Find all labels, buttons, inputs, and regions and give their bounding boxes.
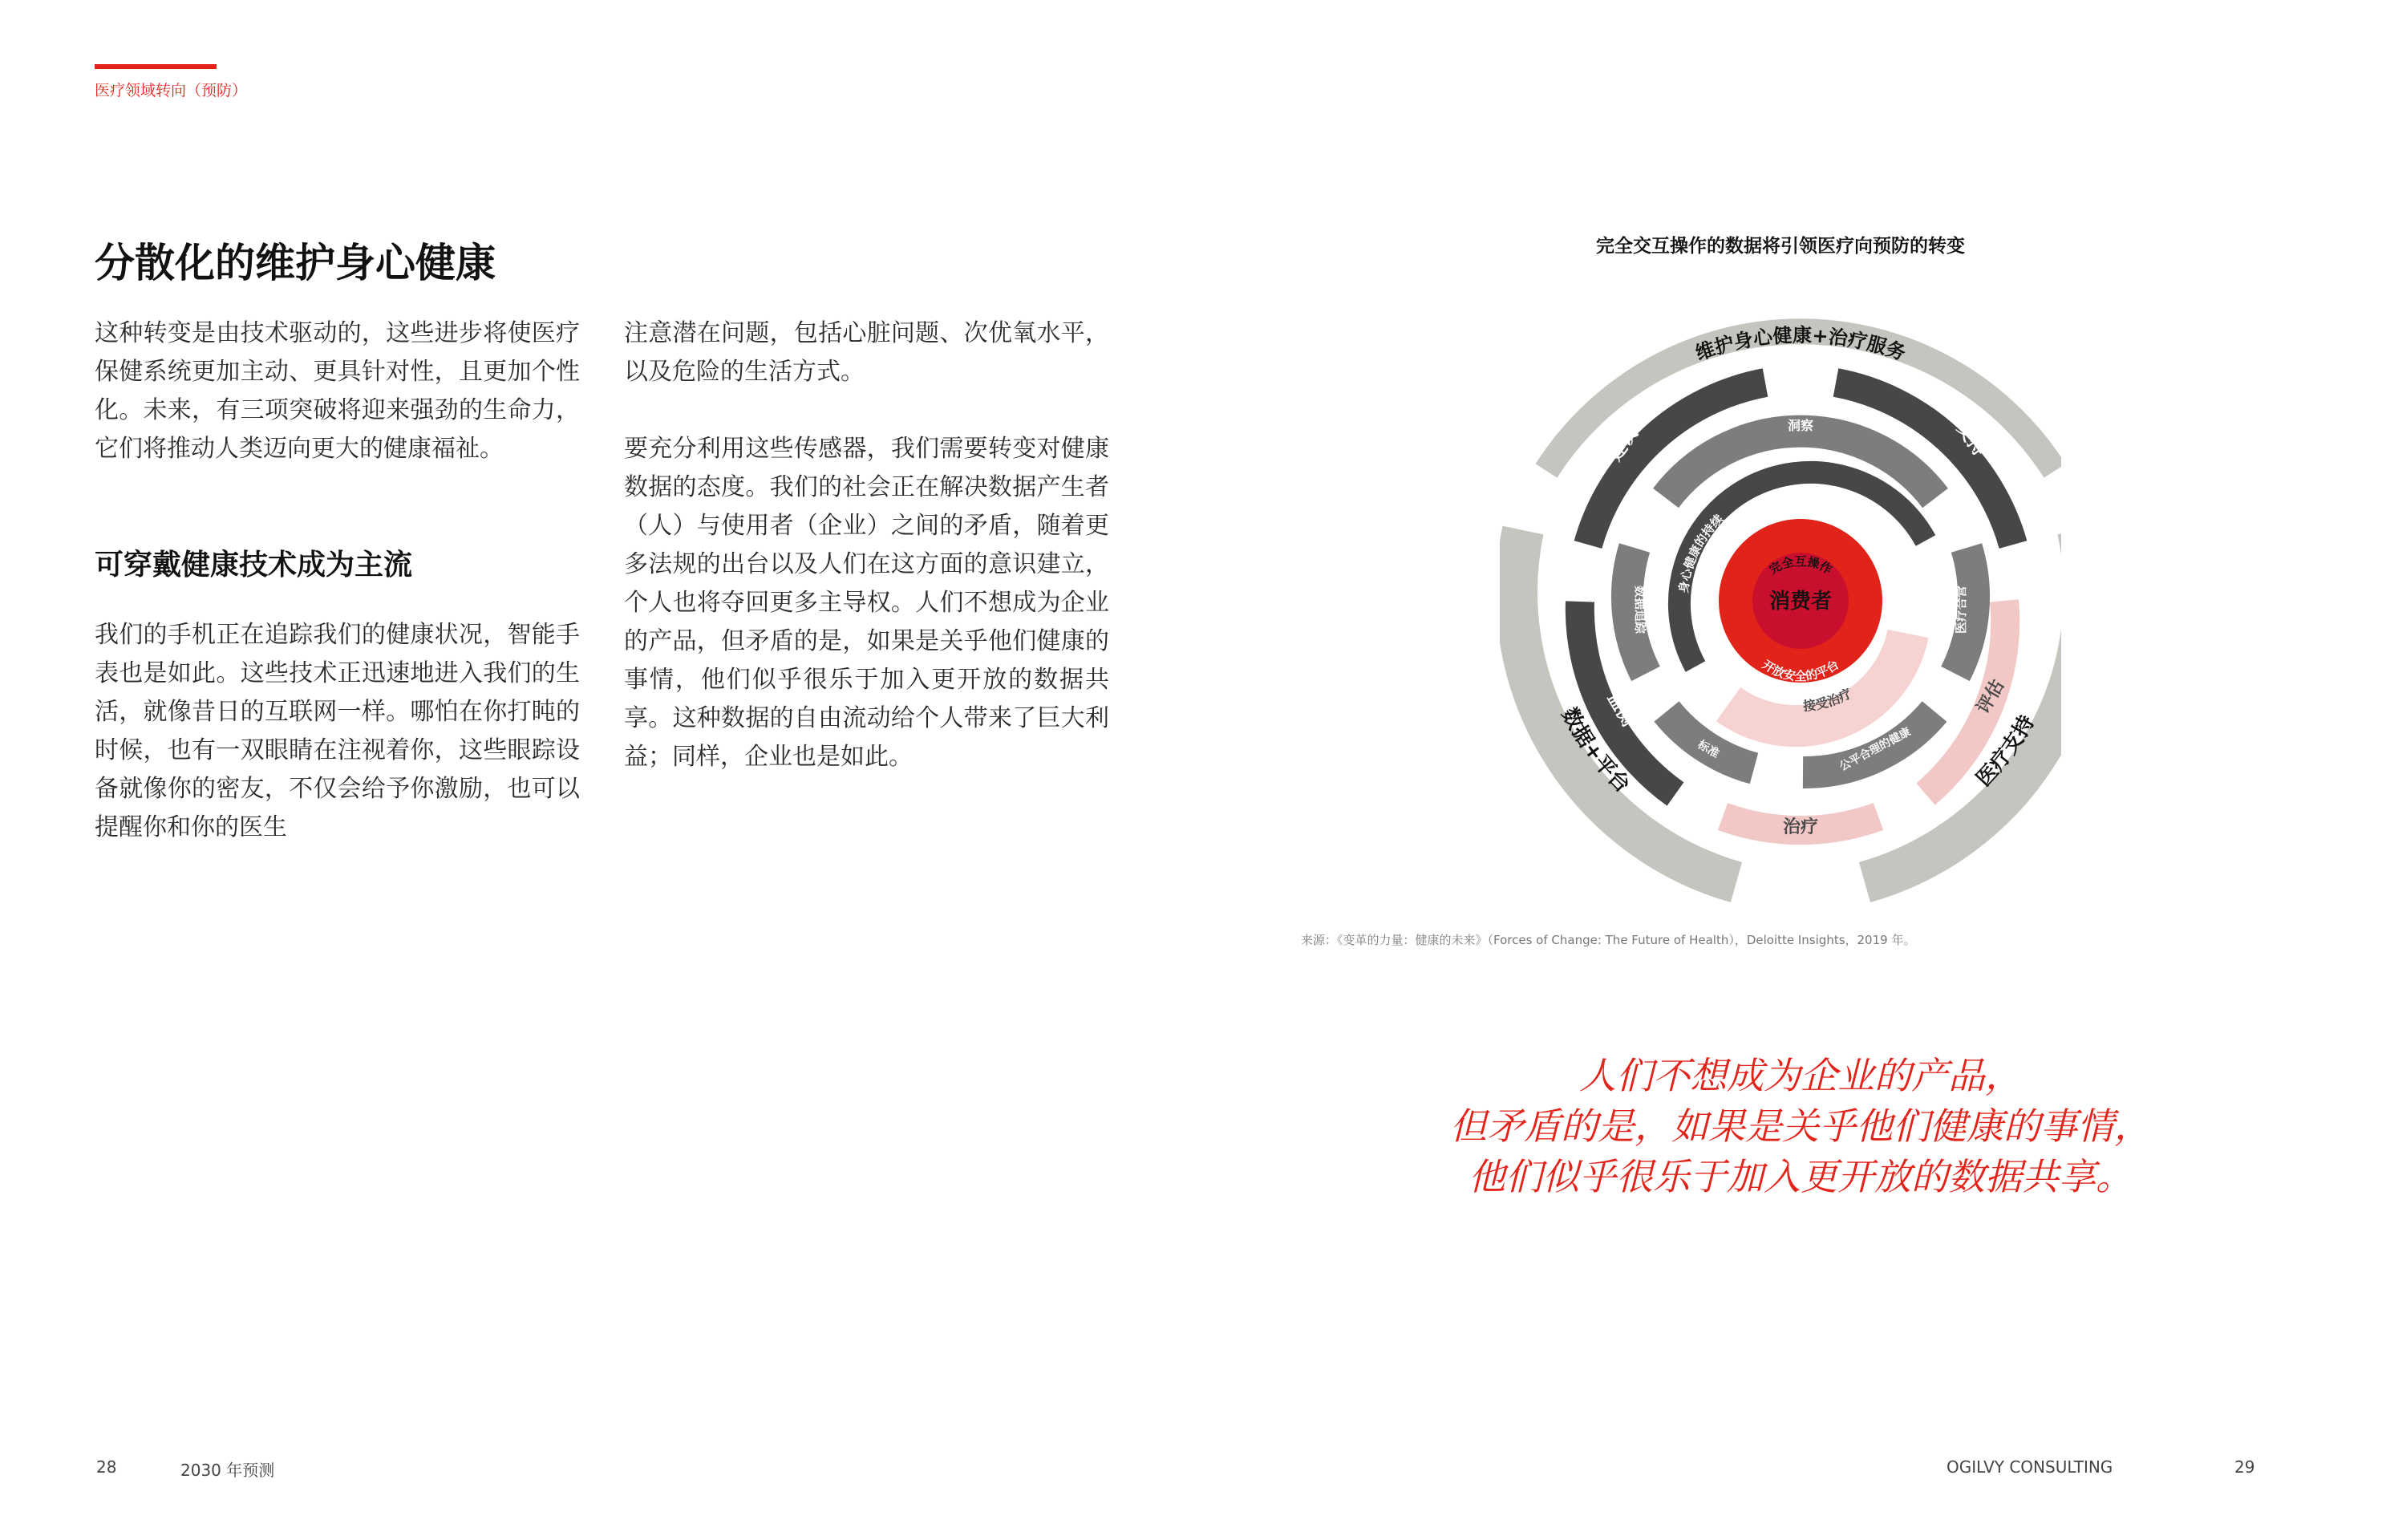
brand-name: OGILVY CONSULTING xyxy=(1947,1457,2113,1477)
core-label: 消费者 xyxy=(1768,590,1833,614)
outer-label-right: 医疗支持 xyxy=(1971,711,2040,792)
concentric-health-diagram xyxy=(1500,273,2061,914)
paragraph-3: 注意潜在问题，包括心脏问题、次优氧水平，以及危险的生活方式。 xyxy=(624,319,1109,386)
publication-title: 2030 年预测 xyxy=(180,1461,275,1480)
ring2-label-right-upper: 支持 xyxy=(1952,419,1990,460)
outer-label-left: 数据+平台 xyxy=(1556,703,1635,798)
right-column xyxy=(624,314,1109,776)
diagram-title: 完全交互操作的数据将引领医疗向预防的转变 xyxy=(1596,236,1965,257)
page-number-left: 28 xyxy=(96,1457,117,1477)
paragraph-4: 要充分利用这些传感器，我们需要转变对健康数据的态度。我们的社会正在解决数据产生者（人）与使用者（企业）之间的矛盾，随着更多法规的出台以及人们在这方面的意识建立，个人也将夺回更多主导权。人们不想成为企业的产品，但矛盾的是，如果是关乎他们健康的事情，他们似乎很乐于加入更开放的数据共享。这种数据的自由流动给个人带来了巨大利益；同样，企业也是如此。 xyxy=(624,435,1109,771)
ring3-label-top: 洞察 xyxy=(1787,418,1814,433)
section-accent-line xyxy=(95,64,217,69)
ring3-label-bottom-right: 公平合理的健康 xyxy=(1837,725,1914,774)
left-column-bottom xyxy=(95,616,580,847)
ring2-label-left-lower: 监测 xyxy=(1602,689,1639,731)
inner-label-lower: 接受治疗 xyxy=(1802,685,1854,715)
pull-quote-line-3: 他们似乎很乐于加入更开放的数据共享。 xyxy=(1468,1155,2133,1198)
ring2-label-left-upper: 建议 xyxy=(1605,424,1643,465)
page-number-right: 29 xyxy=(2234,1457,2255,1477)
core-label-upper: 完全互操作 xyxy=(1766,553,1835,578)
ring3-label-left: 数据追踪 xyxy=(1633,585,1647,634)
section-tag: 医疗领域转向（预防） xyxy=(95,82,248,99)
outer-label-top: 维护身心健康+治疗服务 xyxy=(1692,323,1909,365)
pull-quote xyxy=(1307,1051,2294,1202)
ring2-label-right-lower: 评估 xyxy=(1973,676,2009,718)
article-title: 分散化的维护身心健康 xyxy=(95,240,496,286)
pull-quote-line-2: 但矛盾的是，如果是关乎他们健康的事情， xyxy=(1450,1104,2151,1148)
ring3-label-right: 医疗合营 xyxy=(1954,585,1968,634)
pull-quote-line-1: 人们不想成为企业的产品， xyxy=(1579,1054,2022,1097)
ring3-label-bottom-left: 标准 xyxy=(1695,738,1722,761)
article-subtitle: 可穿戴健康技术成为主流 xyxy=(95,549,413,582)
source-note: 来源：《变革的力量：健康的未来》（Forces of Change: The Future of Health），Deloitte Insights，2019 年。 xyxy=(1301,933,1916,947)
inner-label-upper: 身心健康的持续 xyxy=(1676,511,1727,594)
paragraph-1: 这种转变是由技术驱动的，这些进步将使医疗保健系统更加主动、更具针对性，且更加个性化。未来，有三项突破将迎来强劲的生命力，它们将推动人类迈向更大的健康福祉。 xyxy=(95,319,580,463)
ring2-label-bottom: 治疗 xyxy=(1782,817,1819,837)
left-column-top xyxy=(95,314,580,468)
core-label-lower: 开放安全的平台 xyxy=(1759,657,1842,683)
paragraph-2: 我们的手机正在追踪我们的健康状况，智能手表也是如此。这些技术正迅速地进入我们的生活，就像昔日的互联网一样。哪怕在你打盹的时候，也有一双眼睛在注视着你，这些眼踪设备就像你的密友，不仅会给予你激励，也可以提醒你和你的医生 xyxy=(95,621,580,841)
